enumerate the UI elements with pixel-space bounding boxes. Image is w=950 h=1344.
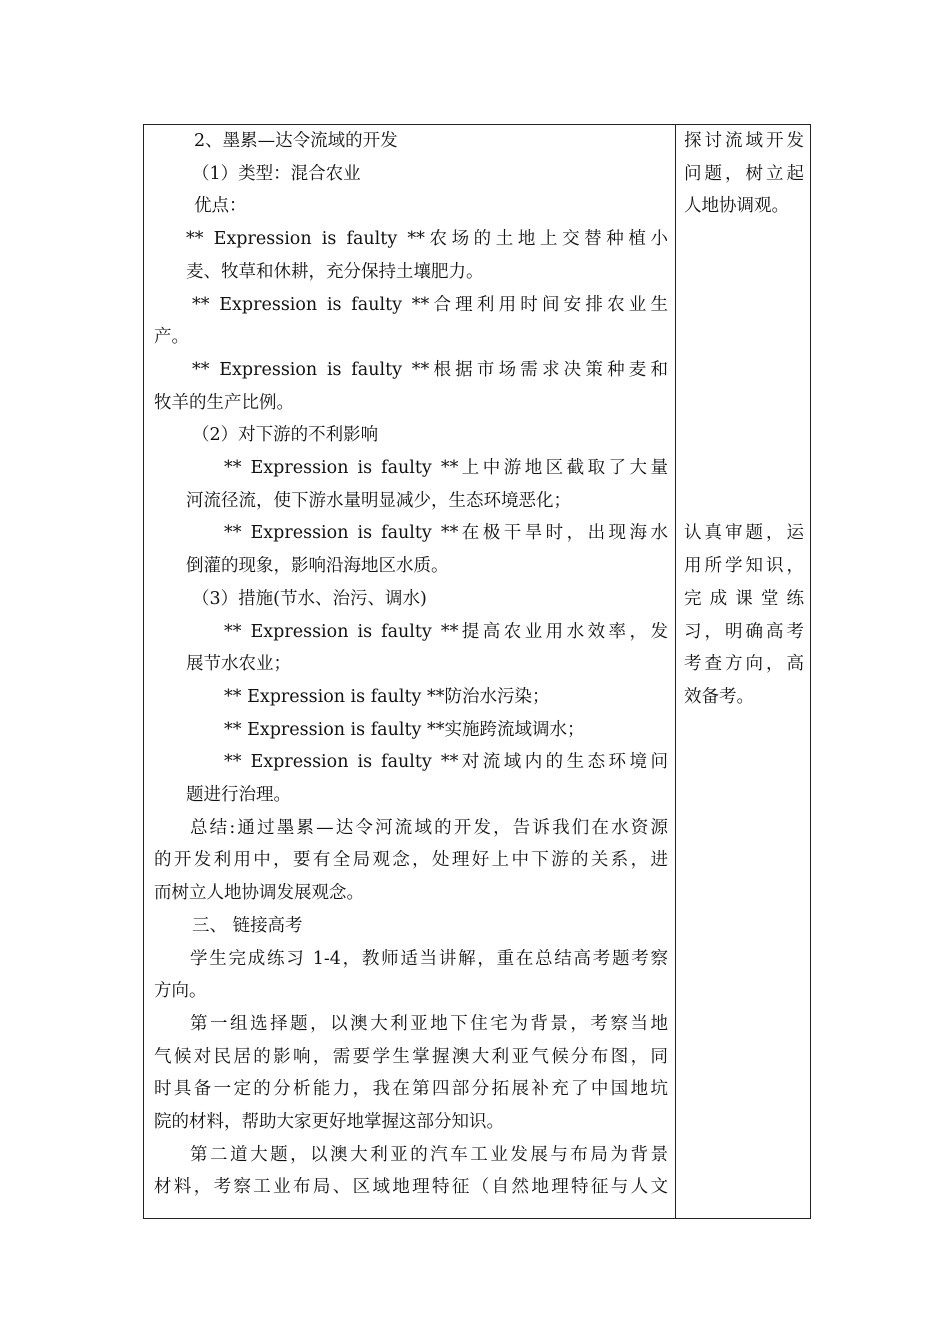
content-line: ** Expression is faulty **防治水污染； xyxy=(224,686,550,707)
content-line: 学生完成练习 1-4，教师适当讲解，重在总结高考题考察 xyxy=(190,948,668,969)
column-divider xyxy=(675,125,676,1218)
content-line: 麦、牧草和休耕，充分保持土壤肥力。 xyxy=(186,261,484,282)
intent-line: 人地协调观。 xyxy=(684,196,789,217)
intent-line: 用所学知识， xyxy=(684,556,804,577)
intent-line: 问题，树立起 xyxy=(684,163,804,184)
intent-line: 探讨流域开发 xyxy=(684,131,804,151)
intent-line: 习，明确高考 xyxy=(684,621,804,642)
content-line: ** Expression is faulty **上中游地区截取了大量 xyxy=(224,458,668,478)
content-line: 气候对民居的影响，需要学生掌握澳大利亚气候分布图，同 xyxy=(154,1046,668,1067)
intent-line: 考查方向，高 xyxy=(684,654,804,675)
content-line: 第一组选择题，以澳大利亚地下住宅为背景，考察当地 xyxy=(190,1013,668,1034)
content-line: 河流径流，使下游水量明显减少，生态环境恶化； xyxy=(186,490,571,511)
content-line: 产。 xyxy=(154,327,189,348)
content-line: 题进行治理。 xyxy=(186,785,291,805)
content-line: 而树立人地协调发展观念。 xyxy=(154,883,364,904)
content-line: 三、 链接高考 xyxy=(192,915,303,936)
content-line: 的开发利用中，要有全局观念，处理好上中下游的关系，进 xyxy=(154,850,668,871)
content-line: （3）措施(节水、治污、调水) xyxy=(192,588,427,609)
content-line: 方向。 xyxy=(154,981,207,1002)
content-line: （1）类型：混合农业 xyxy=(192,163,361,184)
intent-line: 完成课堂练 xyxy=(684,588,804,609)
intent-line: 效备考。 xyxy=(684,686,754,707)
content-line: ** Expression is faulty **农场的土地上交替种植小 xyxy=(186,229,668,250)
intent-line: 认真审题，运 xyxy=(684,523,804,544)
content-line: ** Expression is faulty **提高农业用水效率，发 xyxy=(224,621,668,642)
content-line: （2）对下游的不利影响 xyxy=(192,425,379,446)
content-line: 材料，考察工业布局、区域地理特征（自然地理特征与人文 xyxy=(154,1177,668,1198)
content-line: ** Expression is faulty **在极干旱时，出现海水 xyxy=(224,523,668,544)
content-line: ** Expression is faulty **合理利用时间安排农业生 xyxy=(192,294,668,315)
content-line: ** Expression is faulty **实施跨流域调水； xyxy=(224,719,585,740)
content-line: 展节水农业； xyxy=(186,654,291,675)
content-line: ** Expression is faulty **对流域内的生态环境问 xyxy=(224,752,668,773)
content-line: 优点： xyxy=(194,196,247,217)
lesson-table xyxy=(143,124,811,1219)
content-line: 牧羊的生产比例。 xyxy=(154,392,294,413)
content-line: 倒灌的现象，影响沿海地区水质。 xyxy=(186,556,449,577)
content-line: 院的材料，帮助大家更好地掌握这部分知识。 xyxy=(154,1112,504,1132)
content-line: 2、墨累—达令流域的开发 xyxy=(194,131,398,151)
content-line: 第二道大题，以澳大利亚的汽车工业发展与布局为背景 xyxy=(190,1144,668,1165)
content-line: ** Expression is faulty **根据市场需求决策种麦和 xyxy=(192,359,668,380)
content-line: 时具备一定的分析能力，我在第四部分拓展补充了中国地坑 xyxy=(154,1079,668,1100)
content-line: 总结:通过墨累—达令河流域的开发，告诉我们在水资源 xyxy=(190,817,668,838)
